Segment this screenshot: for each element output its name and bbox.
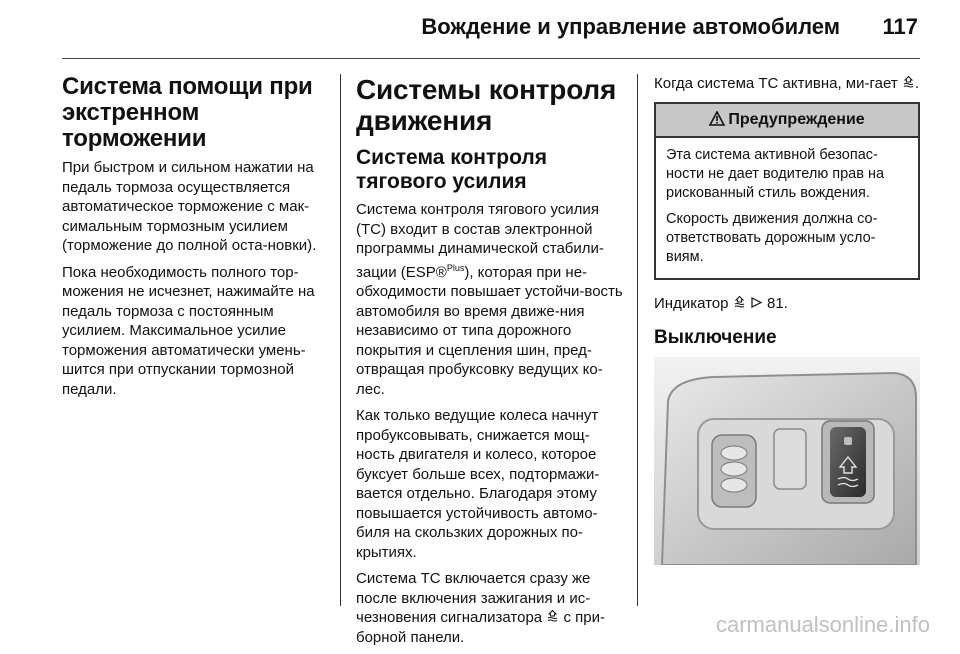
section-title-brake-assist: Система помощи при экстренном торможении bbox=[62, 73, 313, 152]
paragraph: При быстром и сильном нажатии на педаль тормоза осуществляется автоматическое торможение с мак-симальным тормозным усилием (торможение до полной оста-новки). bbox=[62, 159, 317, 254]
paragraph: Скорость движения должна со-ответствовать дорожным усло-виям. bbox=[666, 210, 878, 265]
traction-control-icon bbox=[546, 610, 559, 623]
watermark: carmanualsonline.info bbox=[715, 612, 930, 637]
page-reference-icon bbox=[750, 296, 763, 309]
column-2 bbox=[356, 74, 624, 654]
warning-triangle-icon bbox=[709, 111, 725, 126]
switch-panel-illustration bbox=[654, 357, 920, 565]
subsection-title-traction-control: Система контроля тягового усилия bbox=[356, 146, 547, 193]
column-divider bbox=[340, 74, 341, 606]
column-divider bbox=[637, 74, 638, 606]
column-3 bbox=[654, 74, 920, 565]
switch-panel-photo bbox=[654, 357, 920, 565]
warning-title: Предупреждение bbox=[728, 110, 865, 128]
paragraph: Пока необходимость полного тор-можения не исчезнет, нажимайте на педаль тормоза с постоянным усилием. Максимальное усилие торможения автоматически умень-шится при отпускании тормозной педали. bbox=[62, 263, 315, 398]
section-title-driving-control: Системы контроля движения bbox=[356, 74, 617, 136]
paragraph: Как только ведущие колеса начнут пробуксовывать, снижается мощ-ность двигателя и колесо, которое буксует больше всех, подтормажи-вается отдельно. Благодаря этому повышается устойчивость автомо-биля на скользких дорожных по-крытиях. bbox=[356, 407, 600, 561]
warning-box bbox=[654, 102, 920, 280]
header-title: Вождение и управление автомобилем bbox=[421, 14, 840, 39]
header-rule bbox=[62, 58, 920, 59]
subsection-title-switch-off: Выключение bbox=[654, 327, 777, 348]
paragraph: Эта система активной безопас-ности не дает водителю прав на рискованный стиль вождения. bbox=[666, 146, 885, 201]
indicator-reference: Индикатор 81. bbox=[654, 294, 788, 312]
traction-control-icon bbox=[902, 76, 915, 89]
warning-header bbox=[656, 104, 918, 138]
traction-control-icon bbox=[733, 296, 746, 309]
page-number: 117 bbox=[882, 14, 918, 39]
page-header bbox=[0, 0, 960, 60]
paragraph: Когда система TC активна, ми-гает . bbox=[654, 75, 920, 92]
paragraph: Система контроля тягового усилия (TC) входит в состав электронной программы динамической стабили-зации (ESP®$^{Plus}$), которая при не-обходимости повышает устойчи-вость автомобиля во время движе-ния независимо от типа дорожного покрытия и сцепления шин, пред-отвращая пробуксовку ведущих ко-лес. bbox=[356, 201, 623, 398]
warning-body bbox=[656, 138, 918, 278]
paragraph: Система TC включается сразу же после включения зажигания и ис-чезновения сигнализатора с при-борной панели. bbox=[356, 570, 606, 646]
column-1 bbox=[62, 74, 330, 406]
